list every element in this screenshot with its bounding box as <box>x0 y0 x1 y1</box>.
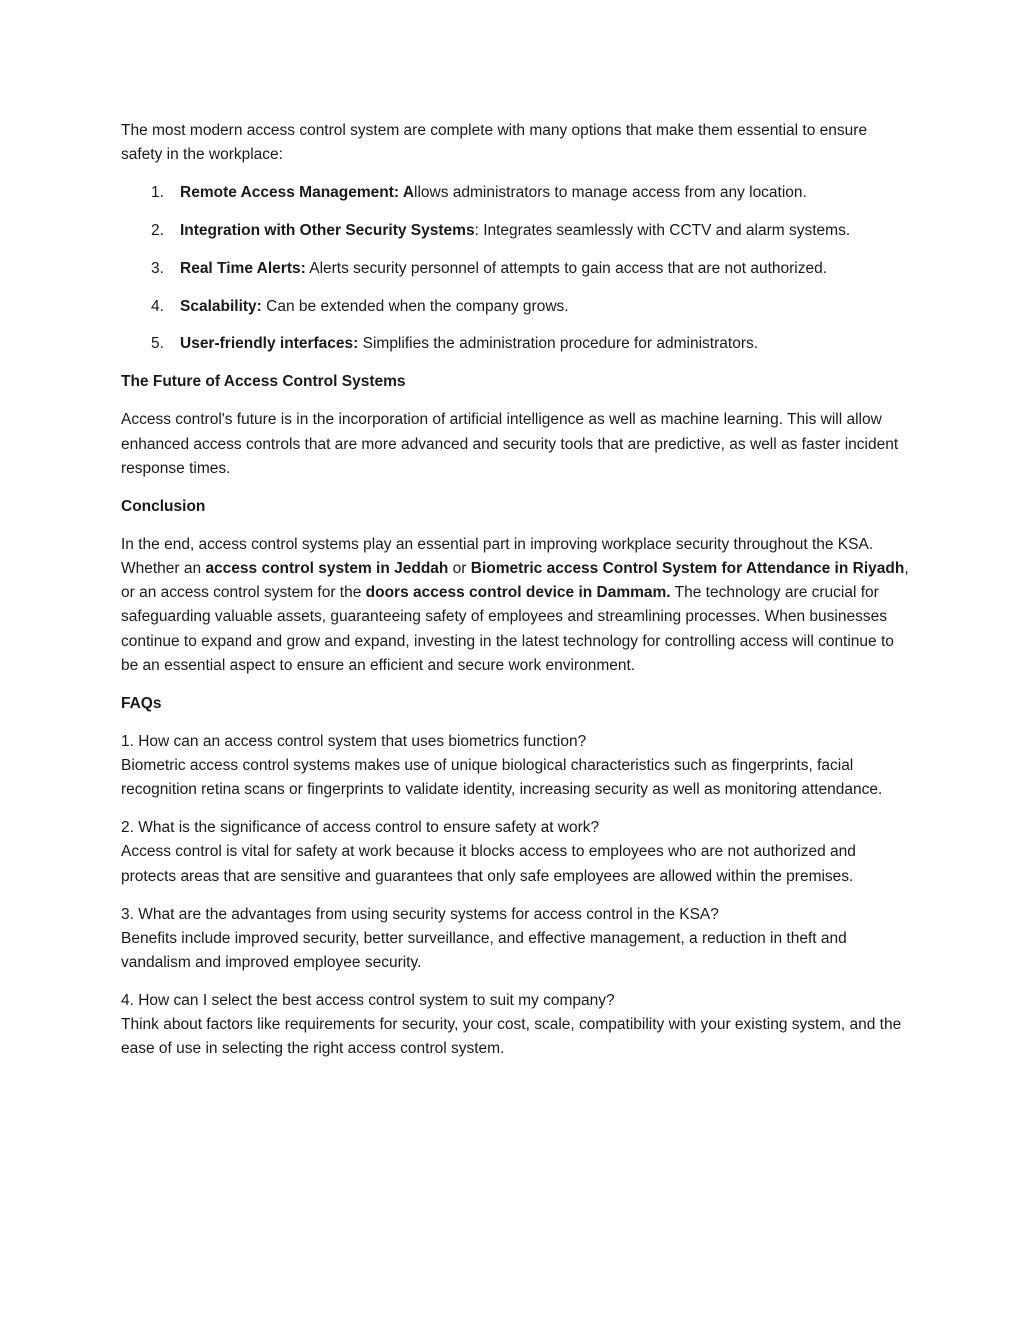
future-paragraph: Access control's future is in the incorporation of artificial intelligence as well as machine learning. This will allow enhanced access controls that are more advanced and security tools that are predictive, as well as faster incident response times. <box>121 411 899 477</box>
faq-item <box>121 903 911 976</box>
feature-list <box>121 181 911 356</box>
list-item <box>121 219 911 243</box>
feature-title: Integration with Other Security Systems <box>180 222 475 239</box>
faq-answer: Access control is vital for safety at work because it blocks access to employees who are not authorized and protects areas that are sensitive and guarantees that only safe employees are allowed within the premises. <box>121 843 856 885</box>
conclusion-keyword: access control system in Jeddah <box>205 560 449 577</box>
faq-item <box>121 730 911 803</box>
faq-answer: Think about factors like requirements for security, your cost, scale, compatibility with your existing system, and the ease of use in selecting the right access control system. <box>121 1016 902 1058</box>
conclusion-keyword: doors access control device in Dammam. <box>365 584 671 602</box>
conclusion-text: In the end, access control systems play an essential part in improving workplace security throughout the KSA. Whether an <box>121 535 874 577</box>
list-number: 3. <box>151 259 164 277</box>
feature-title: Scalability: <box>180 297 262 315</box>
feature-title: Remote Access Management: A <box>180 184 415 202</box>
list-number: 2. <box>151 222 164 239</box>
feature-text: Can be extended when the company grows. <box>261 297 569 315</box>
faq-answer: Biometric access control systems makes use of unique biological characteristics such as fingerprints, facial recognition retina scans or fingerprints to validate identity, increasing security as well as monitoring attendance. <box>121 757 883 799</box>
list-number: 5. <box>151 335 164 353</box>
faq-question: 1. How can an access control system that uses biometrics function? <box>121 732 587 750</box>
faq-item <box>121 989 911 1062</box>
future-heading: The Future of Access Control Systems <box>121 373 406 391</box>
list-item <box>121 332 911 356</box>
faqs-heading: FAQs <box>121 694 162 712</box>
feature-text: : Integrates seamlessly with CCTV and alarm systems. <box>474 222 851 239</box>
feature-title: Real Time Alerts: <box>180 259 306 277</box>
list-item <box>121 257 911 281</box>
document-page <box>121 119 911 1075</box>
conclusion-text: The technology are crucial for safeguarding valuable assets, guaranteeing safety of employees and streamlining processes. When businesses continue to expand and grow and expand, investing in the latest technology for controlling access will continue to be an essential aspect to ensure an efficient and secure work environment. <box>121 584 894 674</box>
conclusion-keyword: Biometric access Control System for Attendance in Riyadh <box>470 560 905 577</box>
faq-item <box>121 816 911 889</box>
conclusion-heading: Conclusion <box>121 497 206 515</box>
faq-question: 3. What are the advantages from using security systems for access control in the KSA? <box>121 905 719 923</box>
list-number: 1. <box>151 184 164 202</box>
conclusion-text: or <box>448 560 471 577</box>
faq-question: 2. What is the significance of access control to ensure safety at work? <box>121 819 600 837</box>
list-item <box>121 295 911 319</box>
feature-text: llows administrators to manage access from any location. <box>414 184 807 202</box>
faq-question: 4. How can I select the best access control system to suit my company? <box>121 992 615 1010</box>
list-item <box>121 181 911 205</box>
conclusion-paragraph <box>121 533 911 678</box>
feature-text: Simplifies the administration procedure for administrators. <box>358 335 759 353</box>
list-number: 4. <box>151 297 164 315</box>
faq-answer: Benefits include improved security, better surveillance, and effective management, a reduction in theft and vandalism and improved employee security. <box>121 929 847 972</box>
feature-text: Alerts security personnel of attempts to gain access that are not authorized. <box>305 259 828 277</box>
conclusion-text: , or an access control system for the <box>121 560 909 602</box>
intro-paragraph: The most modern access control system are complete with many options that make them essential to ensure safety in the workplace: <box>121 122 868 164</box>
feature-title: User-friendly interfaces: <box>180 335 359 353</box>
